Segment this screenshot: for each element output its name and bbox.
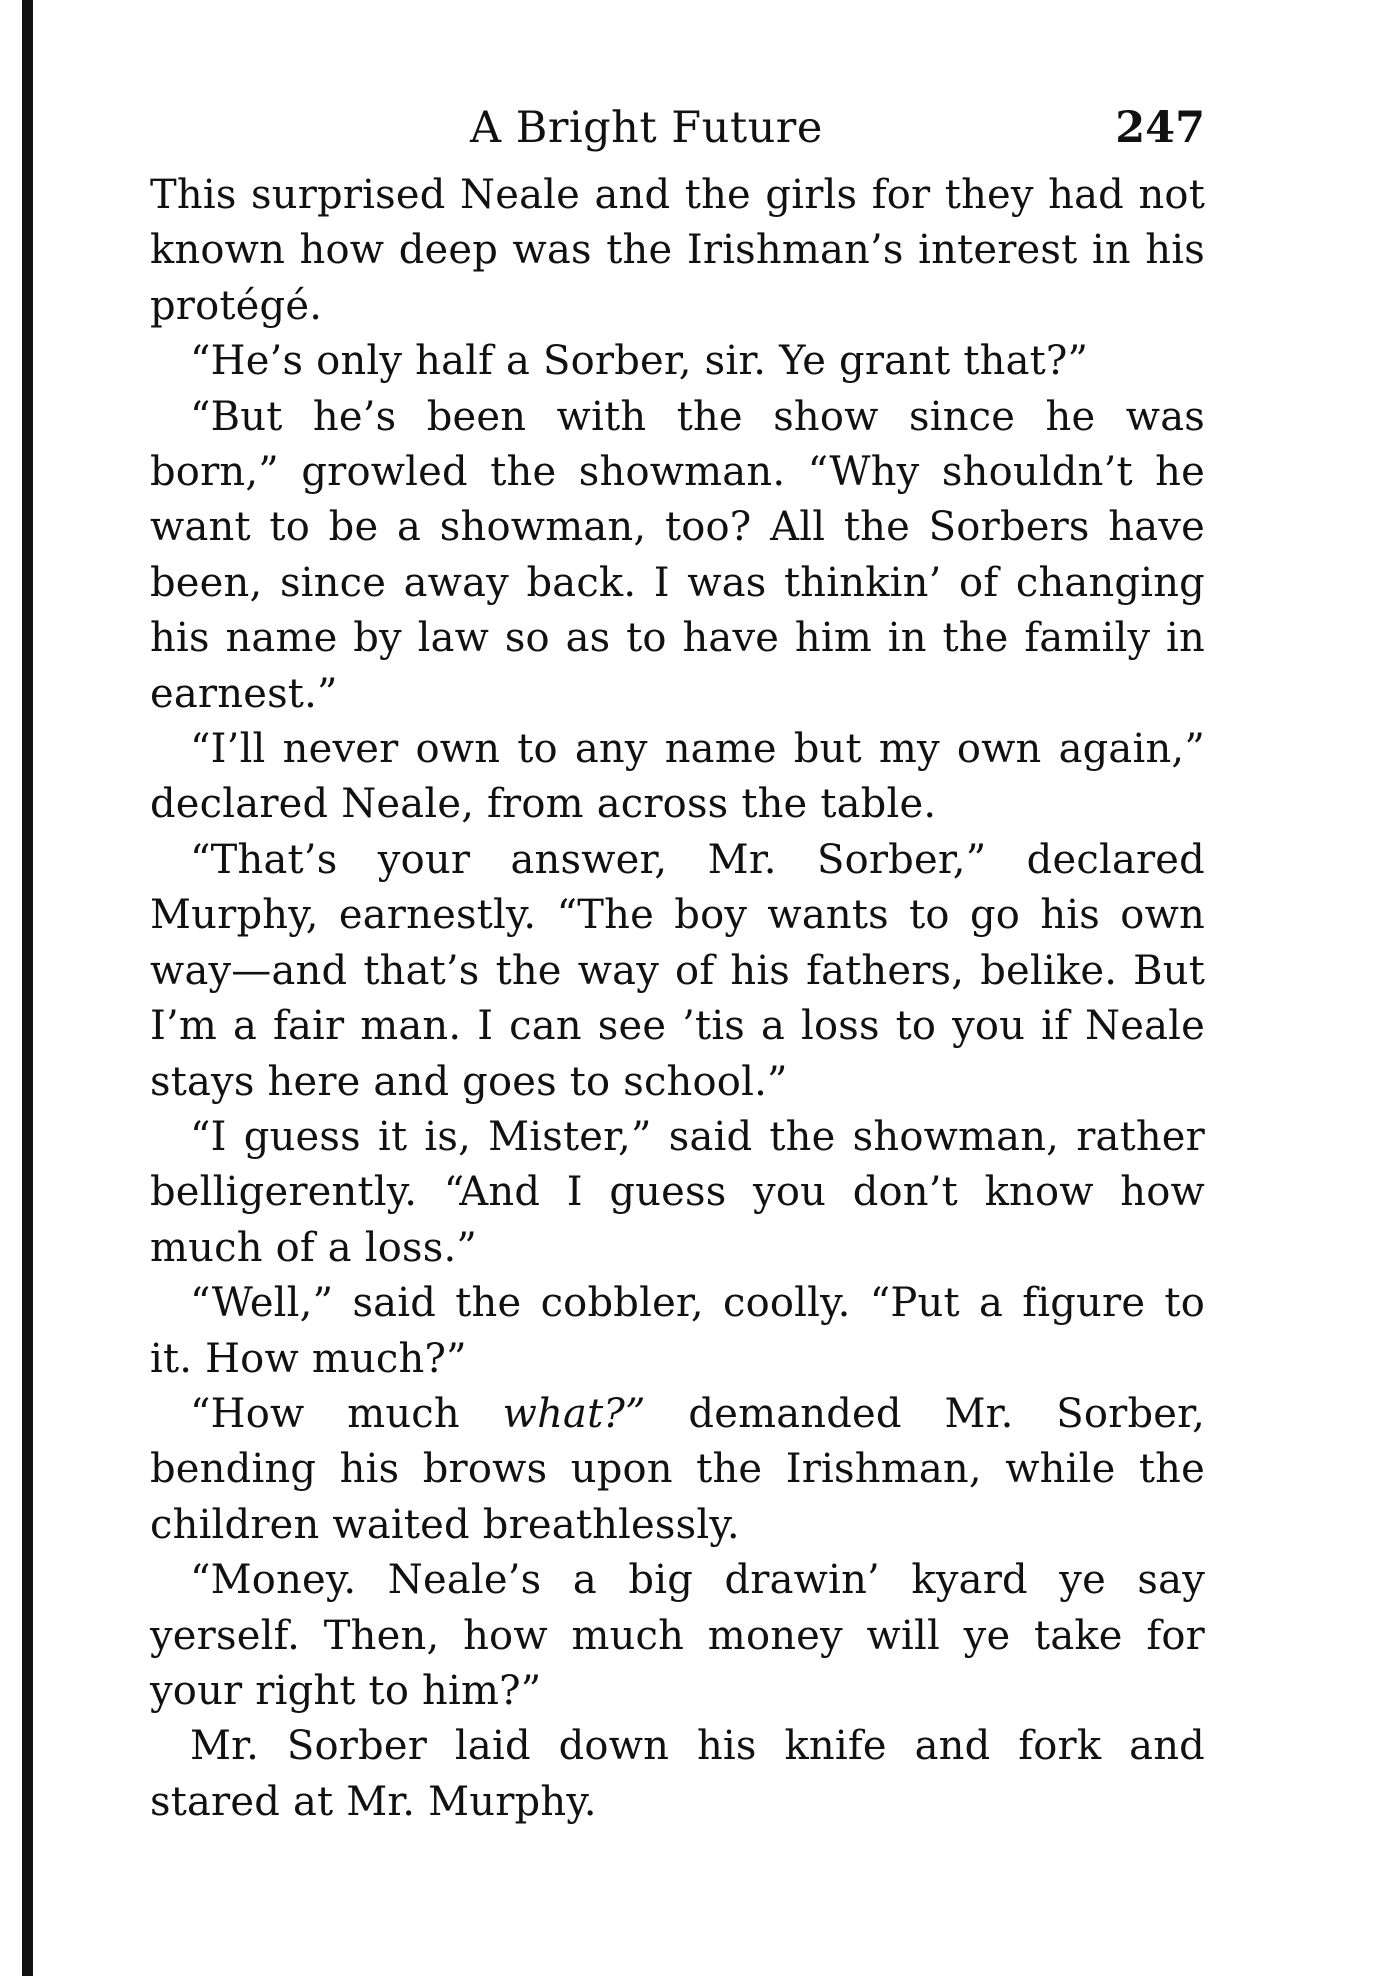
paragraph	[150, 722, 1205, 833]
running-head	[150, 92, 1205, 164]
page-number: 247	[1115, 103, 1205, 153]
book-page	[150, 92, 1205, 1830]
paragraph	[150, 1276, 1205, 1387]
paragraph-text: “He’s only half a Sorber, sir. Ye grant that?”	[190, 338, 1089, 385]
paragraph	[150, 334, 1205, 389]
paragraph-text: “I guess it is, Mister,” said the showman, rather belligerently. “And I guess you don’t know how much of a loss.”	[150, 1113, 1205, 1271]
paragraph	[150, 833, 1205, 1110]
paragraph-text: “But he’s been with the show since he was born,” growled the showman. “Why shouldn’t he want to be a showman, too? All the Sorbers have been, since away back. I was thinkin’ of changing his name by law so as to have him in the family in earnest.”	[150, 393, 1205, 717]
paragraph	[150, 1110, 1205, 1276]
paragraph	[150, 168, 1205, 334]
paragraph	[150, 1387, 1205, 1553]
binding-edge-rule	[22, 0, 33, 1976]
paragraph	[150, 1719, 1205, 1830]
paragraph-text: “That’s your answer, Mr. Sorber,” declared Murphy, earnestly. “The boy wants to go his own way—and that’s the way of his fathers, belike. But I’m a fair man. I can see ’tis a loss to you if Neale stays here and goes to school.”	[150, 836, 1205, 1105]
paragraph-text: demanded Mr. Sorber, bending his brows upon the Irishman, while the children waited breathlessly.	[150, 1390, 1205, 1548]
paragraph-text: Mr. Sorber laid down his knife and fork and stared at Mr. Murphy.	[150, 1723, 1205, 1825]
paragraph-text: “How much	[190, 1390, 503, 1437]
paragraph-text: “Money. Neale’s a big drawin’ kyard ye say yerself. Then, how much money will ye take for your right to him?”	[150, 1557, 1205, 1714]
paragraph	[150, 390, 1205, 722]
paragraph-text: “Well,” said the cobbler, coolly. “Put a figure to it. How much?”	[150, 1280, 1205, 1382]
paragraph-text: “I’ll never own to any name but my own again,” declared Neale, from across the table.	[150, 726, 1205, 828]
paragraph-text: This surprised Neale and the girls for they had not known how deep was the Irishman’s interest in his protégé.	[150, 172, 1205, 329]
running-head-title: A Bright Future	[470, 103, 823, 153]
body-text	[150, 168, 1205, 1830]
italic-emphasis: what?”	[502, 1390, 646, 1437]
paragraph	[150, 1553, 1205, 1719]
